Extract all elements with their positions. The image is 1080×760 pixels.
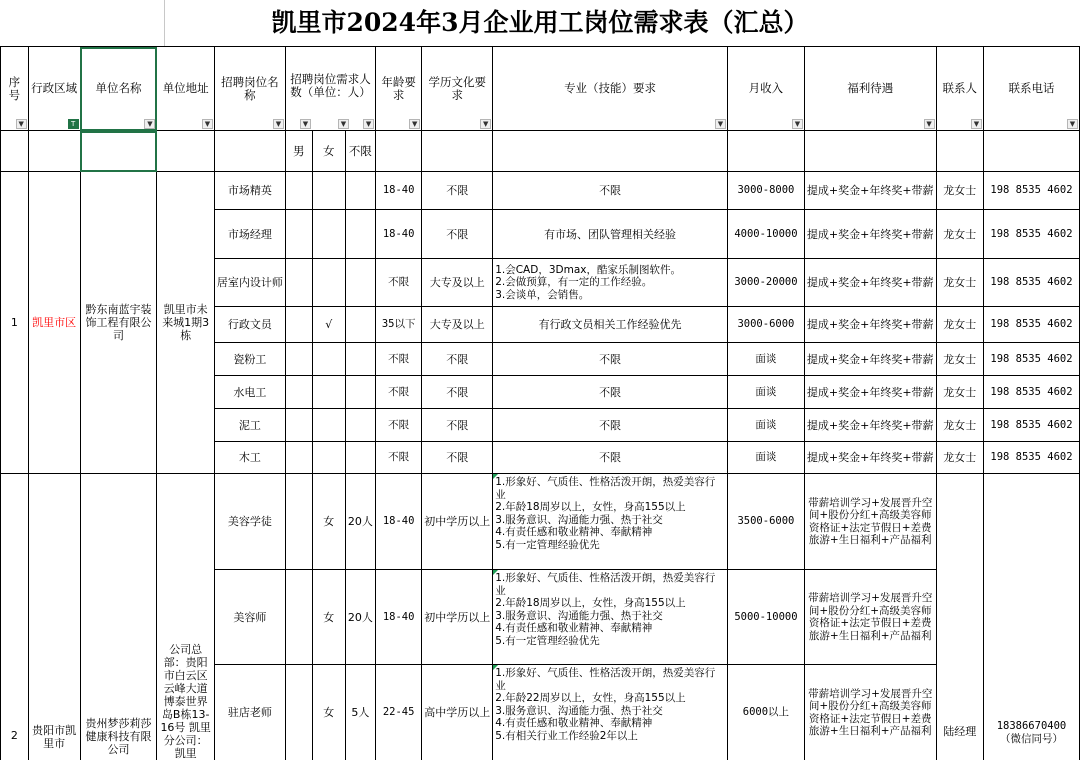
- unlimited-cell[interactable]: [345, 442, 375, 474]
- cell[interactable]: [80, 131, 157, 172]
- header-address[interactable]: 单位地址 ▼: [157, 47, 214, 131]
- female-cell[interactable]: [312, 210, 345, 259]
- welfare-cell[interactable]: 提成+奖金+年终奖+带薪: [804, 442, 936, 474]
- position-cell[interactable]: 美容学徒: [214, 474, 285, 570]
- skills-cell[interactable]: 1.形象好、气质佳、性格活泼开朗，热爱美容行业 2.年龄18周岁以上，女性，身高155以上 3.服务意识、沟通能力强、热于社交 4.有责任感和敬业精神、奉献精神 5.有一定管理经验优先: [493, 474, 728, 570]
- error-marker-icon: [493, 665, 498, 670]
- table-row: [1, 172, 1080, 210]
- female-cell[interactable]: √: [312, 307, 345, 343]
- filter-dropdown-icon[interactable]: ▼: [273, 119, 284, 129]
- company-cell[interactable]: 贵州梦莎莉莎健康科技有限公司: [80, 474, 157, 760]
- unlimited-cell[interactable]: [345, 409, 375, 442]
- position-cell[interactable]: 木工: [214, 442, 285, 474]
- error-marker-icon: [493, 474, 498, 479]
- cell[interactable]: [1, 131, 29, 172]
- age-cell[interactable]: 不限: [376, 259, 422, 307]
- position-cell[interactable]: 美容师: [214, 570, 285, 665]
- welfare-cell[interactable]: 提成+奖金+年终奖+带薪: [804, 210, 936, 259]
- phone-cell[interactable]: 198 8535 4602: [983, 210, 1079, 259]
- welfare-cell[interactable]: 带薪培训学习+发展晋升空间+股份分红+高级美容师资格证+法定节假日+差费旅游+生日福利+产品福利: [804, 665, 936, 760]
- salary-cell[interactable]: 5000-10000: [727, 570, 804, 665]
- skills-cell[interactable]: 1.形象好、气质佳、性格活泼开朗，热爱美容行业 2.年龄18周岁以上，女性，身高155以上 3.服务意识、沟通能力强、热于社交 4.有责任感和敬业精神、奉献精神 5.有一定管理经验优先: [493, 570, 728, 665]
- district-cell[interactable]: 凯里市区: [28, 172, 80, 474]
- header-district[interactable]: 行政区域 T: [28, 47, 80, 131]
- skills-cell[interactable]: 不限: [493, 343, 728, 376]
- filter-dropdown-icon[interactable]: ▼: [363, 119, 374, 129]
- unlimited-cell[interactable]: [345, 259, 375, 307]
- filter-dropdown-icon[interactable]: ▼: [480, 119, 491, 129]
- education-cell[interactable]: 不限: [422, 442, 493, 474]
- header-skills[interactable]: 专业（技能）要求 ▼: [493, 47, 728, 131]
- phone-cell[interactable]: 198 8535 4602: [983, 409, 1079, 442]
- salary-cell[interactable]: 3000-20000: [727, 259, 804, 307]
- position-cell[interactable]: 市场经理: [214, 210, 285, 259]
- phone-cell[interactable]: 18386670400 （微信同号）: [983, 474, 1079, 760]
- phone-cell[interactable]: 198 8535 4602: [983, 343, 1079, 376]
- welfare-cell[interactable]: 提成+奖金+年终奖+带薪: [804, 172, 936, 210]
- filter-active-icon[interactable]: T: [68, 119, 79, 129]
- unlimited-cell[interactable]: 5人: [345, 665, 375, 760]
- header-unlimited[interactable]: 不限: [345, 131, 375, 172]
- filter-dropdown-icon[interactable]: ▼: [409, 119, 420, 129]
- male-cell[interactable]: [285, 172, 312, 210]
- header-contact[interactable]: 联系人 ▼: [936, 47, 983, 131]
- unlimited-cell[interactable]: [345, 307, 375, 343]
- salary-cell[interactable]: 3000-8000: [727, 172, 804, 210]
- male-cell[interactable]: [285, 409, 312, 442]
- salary-cell[interactable]: 面谈: [727, 409, 804, 442]
- education-cell[interactable]: 不限: [422, 409, 493, 442]
- header-male[interactable]: 男: [285, 131, 312, 172]
- cell[interactable]: [157, 131, 214, 172]
- welfare-cell[interactable]: 带薪培训学习+发展晋升空间+股份分红+高级美容师资格证+法定节假日+差费旅游+生日福利+产品福利: [804, 474, 936, 570]
- contact-cell[interactable]: 龙女士: [936, 307, 983, 343]
- male-cell[interactable]: [285, 307, 312, 343]
- header-education[interactable]: 学历文化要求 ▼: [422, 47, 493, 131]
- male-cell[interactable]: [285, 343, 312, 376]
- salary-cell[interactable]: 面谈: [727, 343, 804, 376]
- phone-cell[interactable]: 198 8535 4602: [983, 259, 1079, 307]
- female-cell[interactable]: 女: [312, 665, 345, 760]
- unlimited-cell[interactable]: [345, 210, 375, 259]
- position-cell[interactable]: 居室内设计师: [214, 259, 285, 307]
- company-cell[interactable]: 黔东南蓝宇装饰工程有限公司: [80, 172, 157, 474]
- age-cell[interactable]: 22-45: [376, 665, 422, 760]
- header-count-group[interactable]: 招聘岗位需求人数（单位：人） ▼ ▼ ▼: [285, 47, 375, 131]
- female-cell[interactable]: [312, 343, 345, 376]
- header-salary[interactable]: 月收入 ▼: [727, 47, 804, 131]
- salary-cell[interactable]: 6000以上: [727, 665, 804, 760]
- seq-cell[interactable]: 2: [1, 474, 29, 760]
- male-cell[interactable]: [285, 259, 312, 307]
- position-cell[interactable]: 市场精英: [214, 172, 285, 210]
- position-cell[interactable]: 泥工: [214, 409, 285, 442]
- skills-cell[interactable]: 不限: [493, 409, 728, 442]
- skills-cell[interactable]: 有市场、团队管理相关经验: [493, 210, 728, 259]
- female-cell[interactable]: 女: [312, 570, 345, 665]
- phone-cell[interactable]: 198 8535 4602: [983, 442, 1079, 474]
- contact-cell[interactable]: 龙女士: [936, 210, 983, 259]
- position-cell[interactable]: 行政文员: [214, 307, 285, 343]
- filter-dropdown-icon[interactable]: ▼: [300, 119, 311, 129]
- female-cell[interactable]: [312, 172, 345, 210]
- position-cell[interactable]: 水电工: [214, 376, 285, 409]
- address-cell[interactable]: 凯里市未来城1期3栋: [157, 172, 214, 474]
- male-cell[interactable]: [285, 474, 312, 570]
- female-cell[interactable]: [312, 409, 345, 442]
- header-female[interactable]: 女: [312, 131, 345, 172]
- filter-dropdown-icon[interactable]: ▼: [715, 119, 726, 129]
- education-cell[interactable]: 不限: [422, 376, 493, 409]
- education-cell[interactable]: 大专及以上: [422, 259, 493, 307]
- education-cell[interactable]: 不限: [422, 343, 493, 376]
- contact-cell[interactable]: 龙女士: [936, 409, 983, 442]
- unlimited-cell[interactable]: 20人: [345, 570, 375, 665]
- filter-dropdown-icon[interactable]: ▼: [144, 119, 155, 129]
- welfare-cell[interactable]: 带薪培训学习+发展晋升空间+股份分红+高级美容师资格证+法定节假日+差费旅游+生日福利+产品福利: [804, 570, 936, 665]
- salary-cell[interactable]: 3000-6000: [727, 307, 804, 343]
- salary-cell[interactable]: 面谈: [727, 376, 804, 409]
- filter-dropdown-icon[interactable]: ▼: [792, 119, 803, 129]
- cell[interactable]: [727, 131, 804, 172]
- contact-cell[interactable]: 龙女士: [936, 343, 983, 376]
- education-cell[interactable]: 不限: [422, 172, 493, 210]
- cell[interactable]: [376, 131, 422, 172]
- header-age[interactable]: 年龄要求 ▼: [376, 47, 422, 131]
- header-position[interactable]: 招聘岗位名称 ▼: [214, 47, 285, 131]
- position-cell[interactable]: 瓷粉工: [214, 343, 285, 376]
- education-cell[interactable]: 高中学历以上: [422, 665, 493, 760]
- header-company[interactable]: 单位名称 ▼: [80, 47, 157, 131]
- age-cell[interactable]: 18-40: [376, 474, 422, 570]
- unlimited-cell[interactable]: [345, 172, 375, 210]
- age-cell[interactable]: 不限: [376, 442, 422, 474]
- address-cell[interactable]: 公司总部：贵阳市白云区云峰大道博泰世界岛B栋13-16号 凯里分公司：凯里: [157, 474, 214, 760]
- age-cell[interactable]: 不限: [376, 409, 422, 442]
- seq-cell[interactable]: 1: [1, 172, 29, 474]
- filter-dropdown-icon[interactable]: ▼: [1067, 119, 1078, 129]
- skills-cell[interactable]: 有行政文员相关工作经验优先: [493, 307, 728, 343]
- welfare-cell[interactable]: 提成+奖金+年终奖+带薪: [804, 409, 936, 442]
- welfare-cell[interactable]: 提成+奖金+年终奖+带薪: [804, 343, 936, 376]
- age-cell[interactable]: 不限: [376, 376, 422, 409]
- job-table: [0, 46, 1080, 760]
- welfare-cell[interactable]: 提成+奖金+年终奖+带薪: [804, 307, 936, 343]
- salary-cell[interactable]: 面谈: [727, 442, 804, 474]
- skills-cell[interactable]: 1.形象好、气质佳、性格活泼开朗，热爱美容行业 2.年龄22周岁以上，女性，身高155以上 3.服务意识、沟通能力强、热于社交 4.有责任感和敬业精神、奉献精神 5.有相关行业工作经验2年以上: [493, 665, 728, 760]
- male-cell[interactable]: [285, 570, 312, 665]
- skills-cell[interactable]: 1.会CAD，3Dmax，酷家乐制图软件。 2.会做预算，有一定的工作经验。 3.会谈单，会销售。: [493, 259, 728, 307]
- male-cell[interactable]: [285, 210, 312, 259]
- unlimited-cell[interactable]: [345, 343, 375, 376]
- unlimited-cell[interactable]: 20人: [345, 474, 375, 570]
- education-cell[interactable]: 大专及以上: [422, 307, 493, 343]
- female-cell[interactable]: 女: [312, 474, 345, 570]
- female-cell[interactable]: [312, 376, 345, 409]
- subheader-row: [1, 131, 1080, 172]
- male-cell[interactable]: [285, 376, 312, 409]
- welfare-cell[interactable]: 提成+奖金+年终奖+带薪: [804, 259, 936, 307]
- phone-cell[interactable]: 198 8535 4602: [983, 376, 1079, 409]
- sheet-title: 凯里市2024年3月企业用工岗位需求表（汇总）: [0, 0, 1080, 47]
- female-cell[interactable]: [312, 259, 345, 307]
- contact-cell[interactable]: 龙女士: [936, 259, 983, 307]
- filter-dropdown-icon[interactable]: ▼: [202, 119, 213, 129]
- filter-dropdown-icon[interactable]: ▼: [16, 119, 27, 129]
- filter-dropdown-icon[interactable]: ▼: [338, 119, 349, 129]
- cell[interactable]: [936, 131, 983, 172]
- contact-cell[interactable]: 龙女士: [936, 172, 983, 210]
- phone-cell[interactable]: 198 8535 4602: [983, 307, 1079, 343]
- age-cell[interactable]: 18-40: [376, 570, 422, 665]
- contact-cell[interactable]: 龙女士: [936, 442, 983, 474]
- male-cell[interactable]: [285, 442, 312, 474]
- age-cell[interactable]: 18-40: [376, 210, 422, 259]
- skills-cell[interactable]: 不限: [493, 442, 728, 474]
- age-cell[interactable]: 不限: [376, 343, 422, 376]
- cell[interactable]: [214, 131, 285, 172]
- salary-cell[interactable]: 3500-6000: [727, 474, 804, 570]
- cell[interactable]: [422, 131, 493, 172]
- position-cell[interactable]: 驻店老师: [214, 665, 285, 760]
- education-cell[interactable]: 初中学历以上: [422, 474, 493, 570]
- female-cell[interactable]: [312, 442, 345, 474]
- header-row: [1, 47, 1080, 131]
- error-marker-icon: [493, 570, 498, 575]
- header-phone[interactable]: 联系电话 ▼: [983, 47, 1079, 131]
- filter-dropdown-icon[interactable]: ▼: [924, 119, 935, 129]
- cell[interactable]: [983, 131, 1079, 172]
- education-cell[interactable]: 不限: [422, 210, 493, 259]
- contact-cell[interactable]: 陆经理: [936, 474, 983, 760]
- header-seq[interactable]: 序号 ▼: [1, 47, 29, 131]
- filter-dropdown-icon[interactable]: ▼: [971, 119, 982, 129]
- skills-cell[interactable]: 不限: [493, 172, 728, 210]
- unlimited-cell[interactable]: [345, 376, 375, 409]
- cell[interactable]: [493, 131, 728, 172]
- skills-cell[interactable]: 不限: [493, 376, 728, 409]
- welfare-cell[interactable]: 提成+奖金+年终奖+带薪: [804, 376, 936, 409]
- salary-cell[interactable]: 4000-10000: [727, 210, 804, 259]
- age-cell[interactable]: 35以下: [376, 307, 422, 343]
- table-row: [1, 474, 1080, 570]
- age-cell[interactable]: 18-40: [376, 172, 422, 210]
- phone-cell[interactable]: 198 8535 4602: [983, 172, 1079, 210]
- male-cell[interactable]: [285, 665, 312, 760]
- cell[interactable]: [804, 131, 936, 172]
- district-cell[interactable]: 贵阳市凯里市: [28, 474, 80, 760]
- cell[interactable]: [28, 131, 80, 172]
- education-cell[interactable]: 初中学历以上: [422, 570, 493, 665]
- header-welfare[interactable]: 福利待遇 ▼: [804, 47, 936, 131]
- contact-cell[interactable]: 龙女士: [936, 376, 983, 409]
